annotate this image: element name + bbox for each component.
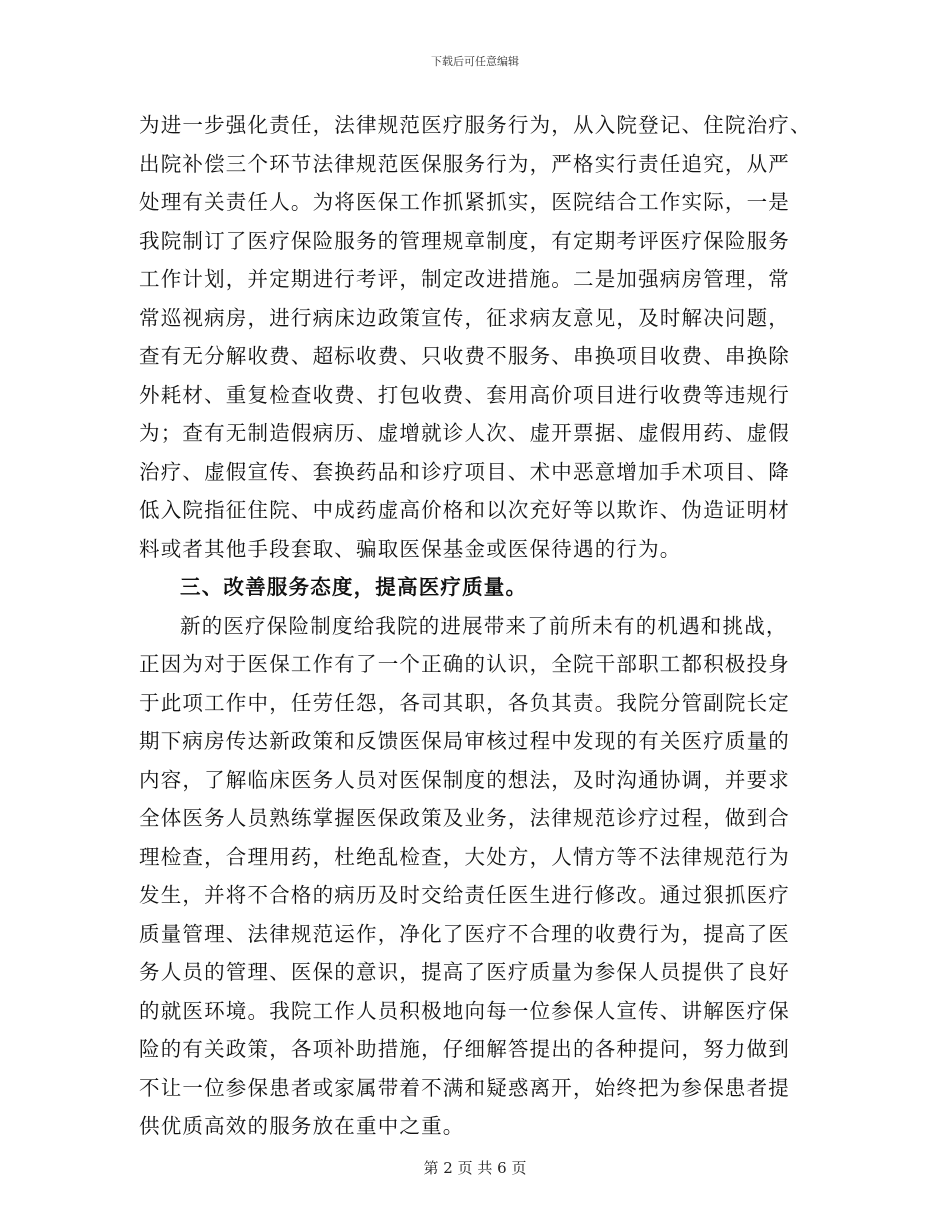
paragraph-line: 理检查，合理用药，杜绝乱检查，大处方，人情方等不法律规范行为 [139, 844, 790, 869]
paragraph-line: 质量管理、法律规范运作，净化了医疗不合理的收费行为，提高了医 [139, 921, 790, 946]
section-heading: 三、改善服务态度，提高医疗质量。 [180, 575, 528, 599]
paragraph-line: 的就医环境。我院工作人员积极地向每一位参保人宣传、讲解医疗保 [139, 998, 790, 1023]
paragraph-line: 内容，了解临床医务人员对医保制度的想法，及时沟通协调，并要求 [139, 767, 790, 792]
paragraph-line: 发生，并将不合格的病历及时交给责任医生进行修改。通过狠抓医疗 [139, 883, 790, 907]
paragraph-line: 工作计划，并定期进行考评，制定改进措施。二是加强病房管理，常 [139, 267, 790, 291]
paragraph-line: 正因为对于医保工作有了一个正确的认识，全院干部职工都积极投身 [139, 652, 790, 676]
paragraph-line: 供优质高效的服务放在重中之重。 [139, 1114, 465, 1138]
paragraph-line: 全体医务人员熟练掌握医保政策及业务，法律规范诊疗过程，做到合 [139, 806, 790, 830]
paragraph-line: 治疗、虚假宣传、套换药品和诊疗项目、术中恶意增加手术项目、降 [139, 459, 790, 484]
paragraph-line: 我院制订了医疗保险服务的管理规章制度，有定期考评医疗保险服务 [139, 228, 790, 253]
document-body [139, 106, 819, 1146]
paragraph-line: 外耗材、重复检查收费、打包收费、套用高价项目进行收费等违规行 [139, 382, 790, 407]
paragraph-line: 新的医疗保险制度给我院的进展带来了前所未有的机遇和挑战， [180, 613, 788, 638]
paragraph-line: 为；查有无制造假病历、虚增就诊人次、虚开票据、虚假用药、虚假 [139, 421, 790, 445]
paragraph-line: 常巡视病房，进行病床边政策宣传，征求病友意见，及时解决问题， [139, 305, 790, 330]
page-header-note: 下载后可任意编辑 [431, 55, 519, 68]
paragraph-line: 料或者其他手段套取、骗取医保基金或医保待遇的行为。 [139, 536, 682, 561]
paragraph-line: 低入院指征住院、中成药虚高价格和以次充好等以欺诈、伪造证明材 [139, 498, 790, 522]
paragraph-line: 出院补偿三个环节法律规范医保服务行为，严格实行责任追究，从严 [139, 151, 790, 176]
page-number-footer: 第 2 页 共 6 页 [423, 1159, 527, 1177]
paragraph-line: 务人员的管理、医保的意识，提高了医疗质量为参保人员提供了良好 [139, 960, 790, 984]
paragraph-line: 为进一步强化责任，法律规范医疗服务行为，从入院登记、住院治疗、 [139, 113, 812, 137]
paragraph-line: 期下病房传达新政策和反馈医保局审核过程中发现的有关医疗质量的 [139, 729, 790, 753]
paragraph-line: 险的有关政策，各项补助措施，仔细解答提出的各种提问，努力做到 [139, 1037, 790, 1061]
paragraph-line: 查有无分解收费、超标收费、只收费不服务、串换项目收费、串换除 [139, 344, 790, 368]
paragraph-line: 于此项工作中，任劳任怨，各司其职，各负其责。我院分管副院长定 [139, 690, 790, 715]
paragraph-line: 处理有关责任人。为将医保工作抓紧抓实，医院结合工作实际，一是 [139, 190, 790, 214]
paragraph-line: 不让一位参保患者或家属带着不满和疑惑离开，始终把为参保患者提 [139, 1075, 790, 1100]
